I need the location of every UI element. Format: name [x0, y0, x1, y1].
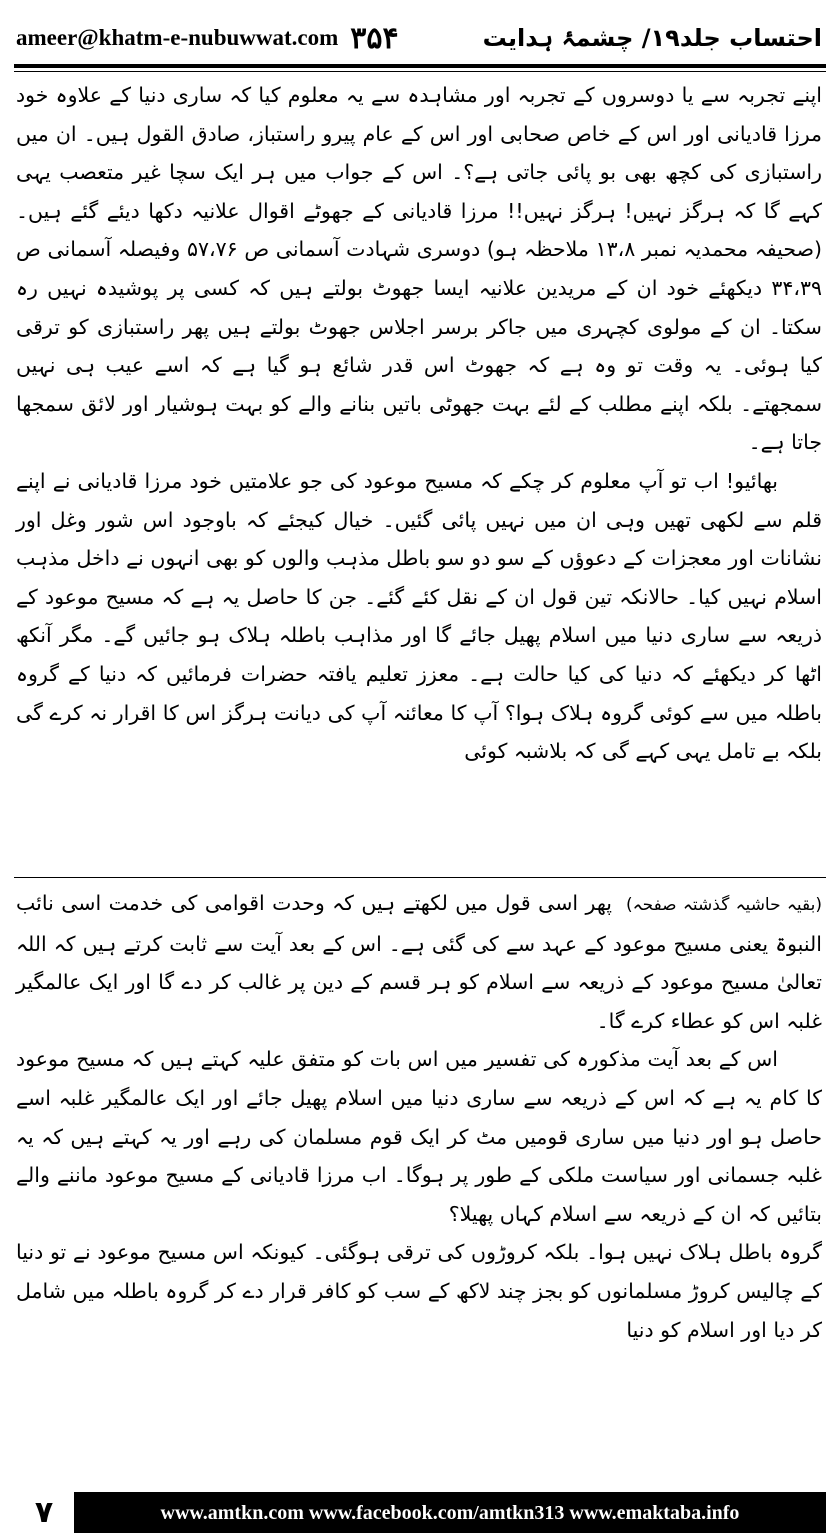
header-email[interactable]: ameer@khatm-e-nubuwwat.com — [16, 25, 339, 50]
footnote-divider — [14, 877, 826, 878]
page-header — [16, 18, 822, 58]
main-paragraph: بھائیو! اب تو آپ معلوم کر چکے کہ مسیح موعود کی جو علامتیں خود مرزا قادیانی نے اپنے قلم سے لکھی تھیں وہی ان میں نہیں پائی گئیں۔ خیال کیجئے کہ باوجود اس شور وغل اور نشانات اور معجزات کے دعوؤں کے سو دو سو باطل مذہب والوں کو بھی انہوں نے داخل مذہب اسلام نہیں کیا۔ حالانکہ تین قول ان کے نقل کئے گئے۔ جن کا حاصل یہ ہے کہ مسیح موعود کے ذریعہ سے ساری دنیا میں اسلام پھیل جائے گا اور مذاہب باطلہ ہلاک ہو جائیں گے۔ مگر آنکھ اٹھا کر دیکھئے کہ دنیا کی کیا حالت ہے۔ معزز تعلیم یافتہ حضرات فرمائیں کہ دنیا کے گروہ باطلہ میں سے کوئی گروہ ہلاک ہوا؟ آپ کا معائنہ آپ کی دیانت ہرگز اس کا اقرار نہ کرے گی بلکہ بے تامل یہی کہے گی کہ بلاشبہ کوئی — [16, 468, 822, 764]
footer-page-number: ۷ — [34, 1494, 54, 1530]
footnote-label: (بقیہ حاشیہ گذشتہ صفحہ) — [626, 895, 822, 915]
main-paragraph: اپنے تجربہ سے یا دوسروں کے تجربہ اور مشاہدہ سے یہ معلوم کیا کہ ساری دنیا کے علاوہ خود مرزا قادیانی اور اس کے خاص صحابی اور اس کے عام پیرو راستباز، صادق القول ہیں۔ ان میں راستبازی کی کچھ بھی بو پائی جاتی ہے؟۔ اس کے جواب میں ہر ایک سچا غیر متعصب یہی کہے گا کہ ہرگز نہیں! ہرگز نہیں!! مرزا قادیانی کے جھوٹے اقوال علانیہ دکھا دیئے گئے ہیں۔ (صحیفہ محمدیہ نمبر ۱۳،۸ ملاحظہ ہو) دوسری شہادت آسمانی ص ۵۷،۷۶ وفیصلہ آسمانی ص ۳۴،۳۹ دیکھئے خود ان کے مریدین علانیہ ایسا جھوٹ بولتے ہیں کہ کسی پر پوشیدہ نہیں رہ سکتا۔ ان کے مولوی کچہری میں جاکر برسر اجلاس جھوٹ بولتے ہیں پھر راستبازی کو ترقی کیا ہوئی۔ یہ وقت تو وہ ہے کہ جھوٹ اس قدر شائع ہو گیا ہے کہ اسے عیب ہی نہیں سمجھتے۔ بلکہ اپنے مطلب کے لئے بہت جھوٹی باتیں بنانے والے کو بہت ہوشیار اور لائق سمجھا جاتا ہے۔ — [16, 83, 822, 455]
book-title: احتساب جلد۱۹/ چشمۂ ہدایت — [482, 24, 822, 52]
header-rule-thick — [14, 64, 826, 68]
page-footer — [14, 1492, 826, 1532]
header-page-number: ۳۵۴ — [350, 20, 399, 56]
footnote-paragraph: گروہ باطل ہلاک نہیں ہوا۔ بلکہ کروڑوں کی ترقی ہوگئی۔ کیونکہ اس مسیح موعود نے تو دنیا کے چالیس کروڑ مسلمانوں کو بجز چند لاکھ کے سب کو کافر قرار دے کر گروہ باطلہ میں شامل کر دیا اور اسلام کو دنیا — [16, 1240, 822, 1342]
footer-websites[interactable]: www.amtkn.com www.facebook.com/amtkn313 www.emaktaba.info — [74, 1492, 826, 1533]
footnote-paragraph — [16, 884, 822, 1040]
main-text — [16, 76, 822, 771]
footnote — [16, 884, 822, 1349]
header-left — [16, 21, 399, 56]
footnote-paragraph: اس کے بعد آیت مذکورہ کی تفسیر میں اس بات کو متفق علیہ کہتے ہیں کہ مسیح موعود کا کام یہ ہے کہ اس کے ذریعہ سے ساری دنیا میں اسلام پھیل جائے اور ایک عالمگیر غلبہ اسے حاصل ہو اور دنیا میں ساری قومیں مٹ کر ایک قوم مسلمان کی رہے اور یہ کہتے ہیں کہ یہ غلبہ جسمانی اور سیاست ملکی کے طور پر ہوگا۔ اب مرزا قادیانی کے مسیح موعود ماننے والے بتائیں کہ ان کے ذریعہ سے اسلام کہاں پھیلا؟ — [16, 1047, 822, 1226]
footnote-text: پھر اسی قول میں لکھتے ہیں کہ وحدت اقوامی کی خدمت اسی نائب النبوۃ یعنی مسیح موعود کے عہد سے کی گئی ہے۔ اس کے بعد آیت سے ثابت کرتے ہیں کہ اللہ تعالیٰ مسیح موعود کے ذریعہ سے اسلام کو ہر قسم کے دین پر غالب کر دے گا اور ایک عالمگیر غلبہ اس کو عطاء کرے گا۔ — [16, 891, 822, 1033]
header-rule-thin — [14, 71, 826, 72]
